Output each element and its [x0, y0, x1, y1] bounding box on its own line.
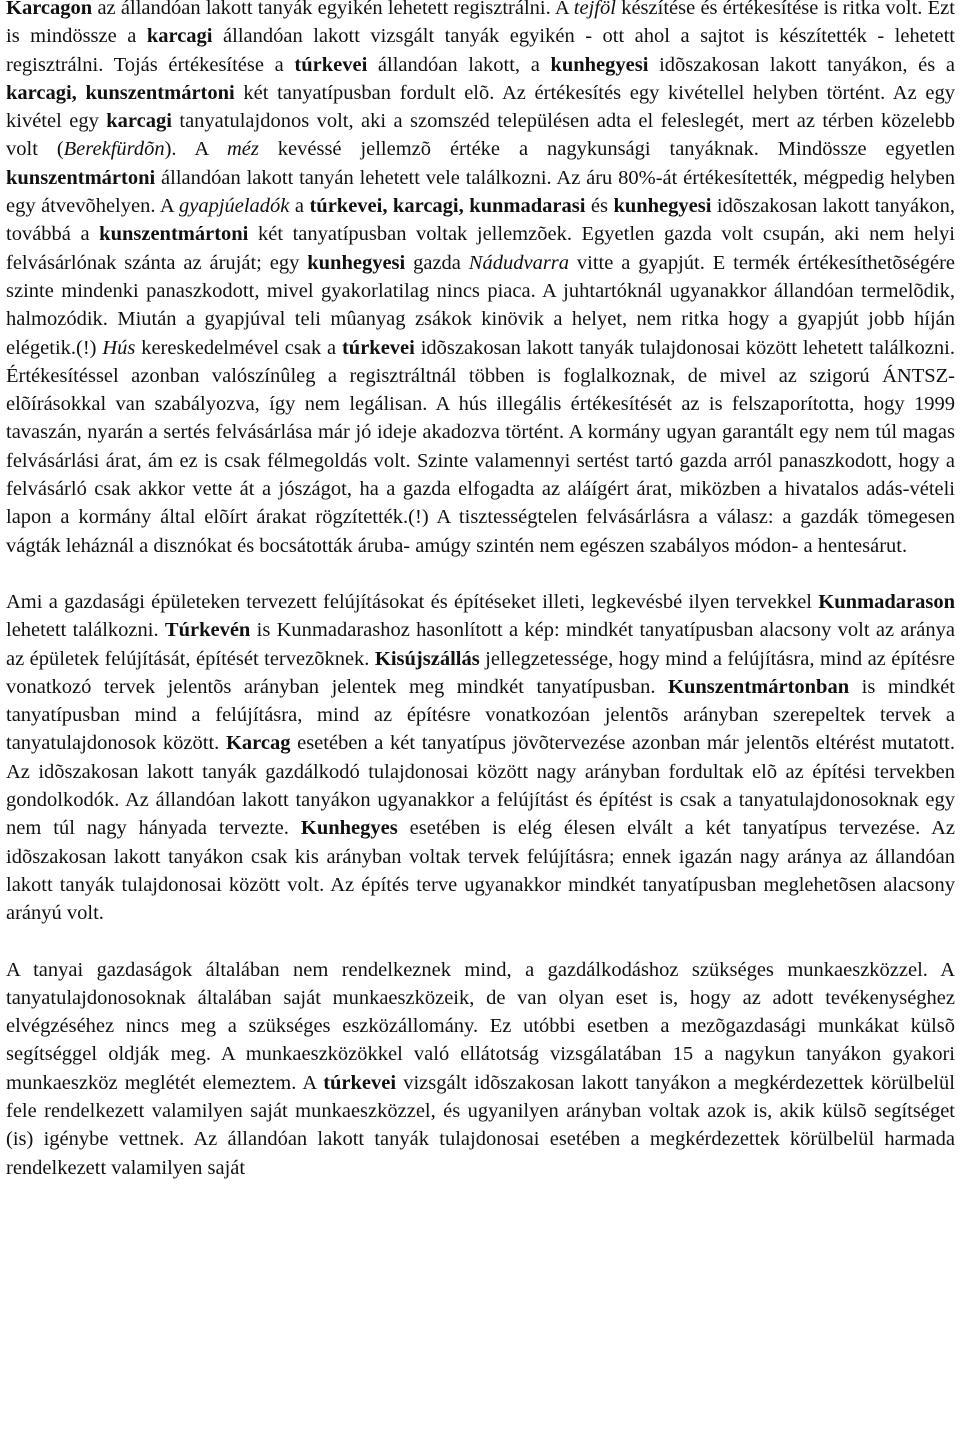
bold-term: Karcagon	[6, 0, 93, 19]
paragraph-tools-equipment	[6, 956, 955, 1182]
text-run: a	[289, 195, 310, 218]
bold-term: kunhegyesi	[550, 53, 649, 76]
bold-term: karcagi,	[6, 81, 77, 104]
text-run: gazda	[405, 251, 469, 274]
italic-term: gyapjúeladók	[178, 195, 290, 218]
text-run: esetében is elég élesen elvált a két tanyatípus tervezése. Az idõszakosan lakott tanyákon csak kis arányban voltak tervek felújításra; ennek igazán nagy aránya az állandóan lakott tanyák tulajdonosai között volt. Az építés terve ugyanakkor mindkét tanyatípusban meglehetõsen alacsony arányú volt.	[6, 817, 955, 925]
bold-term: karcagi	[146, 25, 213, 48]
text-run: jellegzetessége, hogy mind a felújításra, mind az építésre vonatkozó tervek jelentõs arányban jelentek meg mindkét tanyatípusban.	[6, 647, 956, 698]
text-run: ). A	[164, 138, 227, 161]
bold-term: Túrkevén	[164, 619, 251, 642]
italic-term: Berekfürdõn	[63, 138, 165, 161]
text-run: állandóan lakott, a	[367, 53, 551, 76]
bold-term: Kunszentmártonban	[668, 675, 850, 698]
text-run: idõszakosan lakott tanyákon, továbbá a	[6, 195, 956, 246]
bold-term: túrkevei, karcagi, kunmadarasi	[309, 195, 586, 218]
text-run: az állandóan lakott tanyák egyikén lehetett regisztrálni. A	[92, 0, 574, 19]
bold-term: kunszentmártoni	[85, 81, 235, 104]
paragraph-building-plans	[6, 588, 955, 928]
text-run: is mindkét tanyatípusban mind a felújításra, mind az építésre vonatkozóan jelentõs arányban szerepeltek tervek a tanyatulajdonosok között.	[6, 675, 956, 755]
italic-term: tejföl	[573, 0, 616, 19]
bold-term: Kunmadarason	[818, 590, 955, 613]
bold-term: kunhegyesi	[613, 195, 712, 218]
text-run: esetében a két tanyatípus jövõtervezése azonban már jelentõs eltérést mutatott. Az idõszakosan lakott tanyák gazdálkodó tulajdonosai között nagy arányban fordultak elõ az építési tervekben gondolkodók. Az állandóan lakott tanyákon ugyanakkor a felújítást és építést is csak a tanyatulajdonosoknak egy nem túl nagy hányada tervezte.	[6, 732, 956, 840]
italic-term: Hús	[102, 336, 136, 359]
bold-term: kunszentmártoni	[6, 166, 156, 189]
text-run: tanyatulajdonos volt, aki a szomszéd településen adta el feleslegét, mert az térben közelebb volt (	[6, 110, 955, 161]
text-run: és	[585, 195, 614, 218]
text-run: kereskedelmével csak a	[135, 336, 342, 359]
text-run: kevéssé jellemzõ értéke a nagykunsági tanyáknak. Mindössze egyetlen	[258, 138, 955, 161]
bold-term: karcagi	[106, 110, 172, 133]
bold-term: túrkevei	[323, 1071, 397, 1094]
text-run: állandóan lakott vizsgált tanyák egyikén - ott ahol a sajtot is készítették - lehetett regisztrálni. Tojás értékesítése a	[6, 25, 955, 76]
text-run: vizsgált idõszakosan lakott tanyákon a megkérdezettek körülbelül fele rendelkezett valamilyen saját munkaeszközzel, és ugyanilyen arányban voltak azok is, akik külsõ segítséget (is) igénybe vettnek. Az állandóan lakott tanyák tulajdonosai esetében a megkérdezettek körülbelül harmada rendelkezett valamilyen saját	[6, 1071, 955, 1179]
text-run: is Kunmadarashoz hasonlított a kép: mindkét tanyatípusban alacsony volt az aránya az épületek felújítását, építését tervezõknek.	[6, 619, 955, 670]
bold-term: Kisújszállás	[374, 647, 480, 670]
bold-term: túrkevei	[341, 336, 415, 359]
text-run: készítése és értékesítése is ritka volt. Ezt is mindössze a	[6, 0, 955, 48]
bold-term: Karcag	[225, 732, 291, 755]
paragraph-products-sales	[6, 0, 955, 560]
text-run: lehetett találkozni.	[6, 619, 165, 642]
italic-term: Nádudvarra	[468, 251, 570, 274]
text-run: A tanyai gazdaságok általában nem rendelkeznek mind, a gazdálkodáshoz szükséges munkaeszközzel. A tanyatulajdonosoknak általában saját munkaeszközeik, de van olyan eset is, hogy az adott tevékenységhez elvégzéséhez nincs meg a szükséges eszközállomány. Ez utóbbi esetben a mezõgazdasági munkákat külsõ segítséggel oldják meg. A munkaeszközökkel való ellátotság vizsgálatában 15 a nagykun tanyákon gyakori munkaeszköz meglétét elemeztem. A	[6, 958, 955, 1094]
text-run: Ami a gazdasági épületeken tervezett felújításokat és építéseket illeti, legkevésbé ilyen tervekkel	[6, 590, 819, 613]
bold-term: kunszentmártoni	[99, 223, 249, 246]
text-run: idõszakosan lakott tanyák tulajdonosai között lehetett találkozni. Értékesítéssel azonban valószínûleg a regisztráltnál többen is foglalkoznak, de mivel az szigorú ÁNTSZ-elõírásokkal van szabályozva, így nem legálisan. A hús illegális értékesítését az is felszaporította, hogy 1999 tavaszán, nyarán a sertés felvásárlása már jó ideje akadozva történt. A kormány ugyan garantált egy nem túl magas felvásárlási árat, ám ez is csak félmegoldás volt. Szinte valamennyi sertést tartó gazda arról panaszkodott, hogy a felvásárló csak akkor vette át a jószágot, ha a gazda elfogadta az aláígért árat, miközben a hivatalos adás-vételi lapon a kormány által elõírt árakat rögzítették.(!) A tisztességtelen felvásárlásra a válasz: a gazdák tömegesen vágták leháznál a disznókat és bocsátották áruba- amúgy szintén nem egészen szabályos módon- a hentesárut.	[6, 336, 955, 557]
text-run: állandóan lakott tanyán lehetett vele találkozni. Az áru 80%-át értékesítették, mégpedig helyben egy átvevõhelyen. A	[6, 166, 955, 218]
bold-term: Kunhegyes	[300, 817, 398, 840]
text-run: vitte a gyapjút. E termék értékesíthetõségére szinte mindenki panaszkodott, mivel gyakorlatilag nincs piaca. A juhtartóknál ugyanakkor állandóan termelõdik, halmozódik. Miután a gyapjúval teli mûanyag zsákok kinövik a helyet, nem ritka hogy a gyapjút jobb híján elégetik.(!)	[6, 251, 956, 359]
text-run: két tanyatípusban fordult elõ. Az értékesítés egy kivétellel helyben történt. Az egy kivétel egy	[6, 81, 956, 133]
italic-term: méz	[226, 138, 259, 161]
text-run: két tanyatípusban voltak jellemzõek. Egyetlen gazda volt csupán, aki nem helyi felvásárlónak szánta az áruját; egy	[6, 223, 955, 274]
bold-term: túrkevei	[294, 53, 368, 76]
text-run	[77, 82, 86, 104]
text-run: idõszakosan lakott tanyákon, és a	[648, 53, 955, 76]
bold-term: kunhegyesi	[307, 251, 406, 274]
